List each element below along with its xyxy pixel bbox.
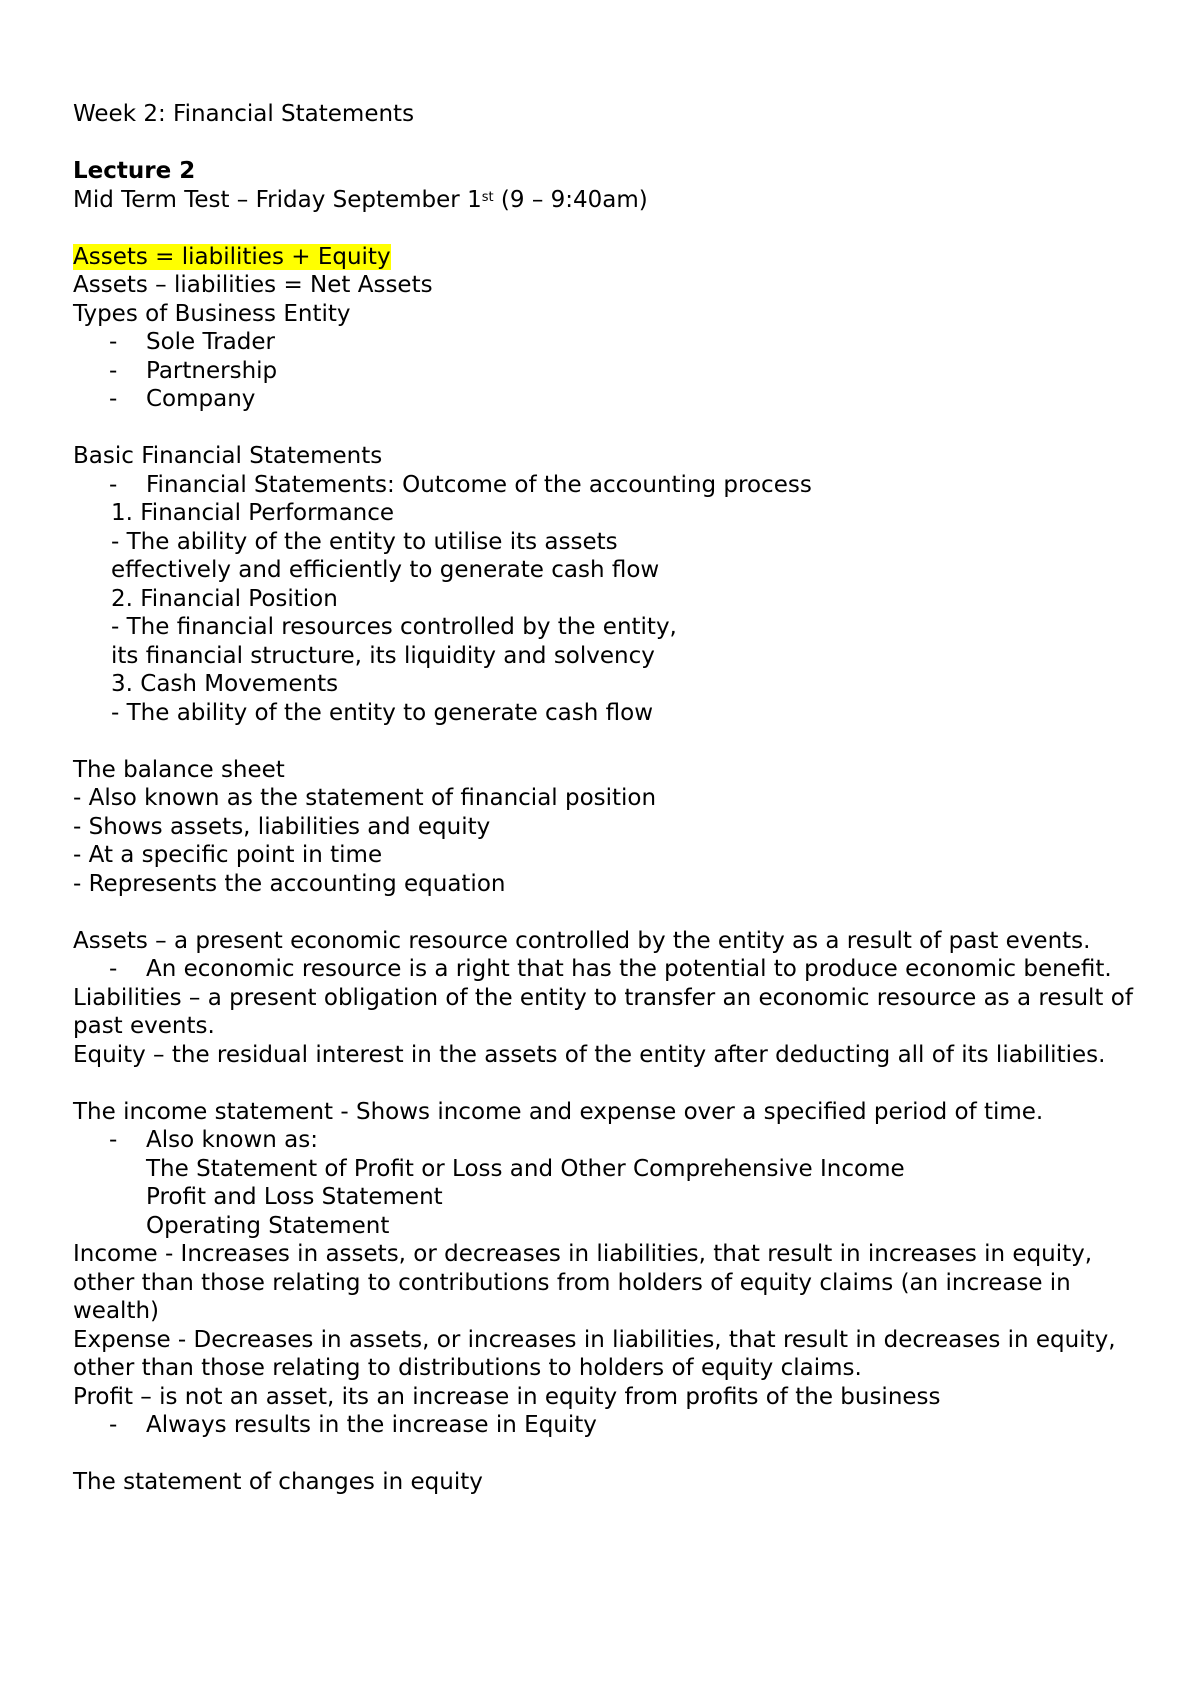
list-item: - An economic resource is a right that has the potential to produce economic benefit. bbox=[109, 956, 1112, 982]
list-item: - Partnership bbox=[109, 357, 278, 384]
cash-movements-line: - The ability of the entity to generate cash flow bbox=[111, 699, 654, 726]
aka-item: Profit and Loss Statement bbox=[146, 1184, 443, 1210]
document-body bbox=[73, 100, 1133, 1497]
type-partnership: Partnership bbox=[146, 357, 278, 384]
financial-position-line-2: its financial structure, its liquidity and solvency bbox=[111, 642, 655, 669]
midterm-line bbox=[73, 186, 1133, 215]
type-sole-trader: Sole Trader bbox=[146, 329, 275, 355]
also-known-as: Also known as: bbox=[146, 1127, 318, 1153]
list-item: - Always results in the increase in Equity bbox=[109, 1412, 597, 1438]
liabilities-definition: Liabilities – a present obligation of the entity to transfer an economic resource as a result of past events. bbox=[73, 984, 1133, 1039]
financial-position-line-1: - The financial resources controlled by the entity, bbox=[111, 614, 677, 640]
balance-sheet-heading: The balance sheet bbox=[73, 756, 285, 783]
midterm-time: (9 – 9:40am) bbox=[493, 186, 648, 213]
expense-definition: Expense - Decreases in assets, or increases in liabilities, that result in decreases in equity, other than those relating to distributions to holders of equity claims. bbox=[73, 1326, 1116, 1381]
type-company: Company bbox=[146, 386, 256, 412]
aka-item: The Statement of Profit or Loss and Other Comprehensive Income bbox=[146, 1155, 905, 1182]
profit-definition: Profit – is not an asset, its an increase in equity from profits of the business bbox=[73, 1383, 941, 1410]
balance-sheet-item: - At a specific point in time bbox=[73, 842, 383, 868]
list-item: - Also known as: bbox=[109, 1127, 318, 1153]
income-definition: Income - Increases in assets, or decreases in liabilities, that result in increases in equity, other than those relating to contributions from holders of equity claims (an increase in wealth) bbox=[73, 1241, 1093, 1324]
financial-performance-line-1: - The ability of the entity to utilise its assets bbox=[111, 528, 618, 555]
equity-definition: Equity – the residual interest in the assets of the entity after deducting all of its liabilities. bbox=[73, 1041, 1106, 1068]
assets-definition: Assets – a present economic resource controlled by the entity as a result of past events. bbox=[73, 927, 1091, 954]
basic-statements-heading: Basic Financial Statements bbox=[73, 443, 383, 469]
midterm-text: Mid Term Test – Friday September 1 bbox=[73, 186, 482, 213]
financial-performance-line-2: effectively and efficiently to generate cash flow bbox=[111, 557, 660, 583]
list-item: - Company bbox=[109, 386, 256, 412]
list-item: - Financial Statements: Outcome of the accounting process bbox=[109, 471, 812, 498]
profit-note: Always results in the increase in Equity bbox=[146, 1412, 597, 1438]
net-assets-line: Assets – liabilities = Net Assets bbox=[73, 272, 433, 298]
lecture-heading: Lecture 2 bbox=[73, 158, 196, 184]
cash-movements-heading: 3. Cash Movements bbox=[111, 671, 339, 697]
basic-statements-dash: Financial Statements: Outcome of the accounting process bbox=[146, 471, 812, 498]
financial-performance-heading: 1. Financial Performance bbox=[111, 500, 395, 526]
financial-position-heading: 2. Financial Position bbox=[111, 585, 338, 612]
balance-sheet-item: - Represents the accounting equation bbox=[73, 870, 506, 897]
document-title: Week 2: Financial Statements bbox=[73, 101, 415, 127]
economic-resource-note: An economic resource is a right that has the potential to produce economic benefit. bbox=[146, 956, 1112, 982]
income-statement-heading: The income statement - Shows income and expense over a specified period of time. bbox=[73, 1098, 1044, 1125]
highlighted-equation: Assets = liabilities + Equity bbox=[73, 243, 391, 270]
balance-sheet-item: - Also known as the statement of financial position bbox=[73, 785, 657, 811]
equation-line bbox=[73, 243, 1133, 272]
types-heading: Types of Business Entity bbox=[73, 300, 351, 327]
aka-item: Operating Statement bbox=[146, 1212, 390, 1239]
balance-sheet-item: - Shows assets, liabilities and equity bbox=[73, 813, 491, 840]
list-item: - Sole Trader bbox=[109, 329, 275, 355]
changes-in-equity-heading: The statement of changes in equity bbox=[73, 1469, 483, 1495]
midterm-ordinal: st bbox=[481, 189, 494, 205]
